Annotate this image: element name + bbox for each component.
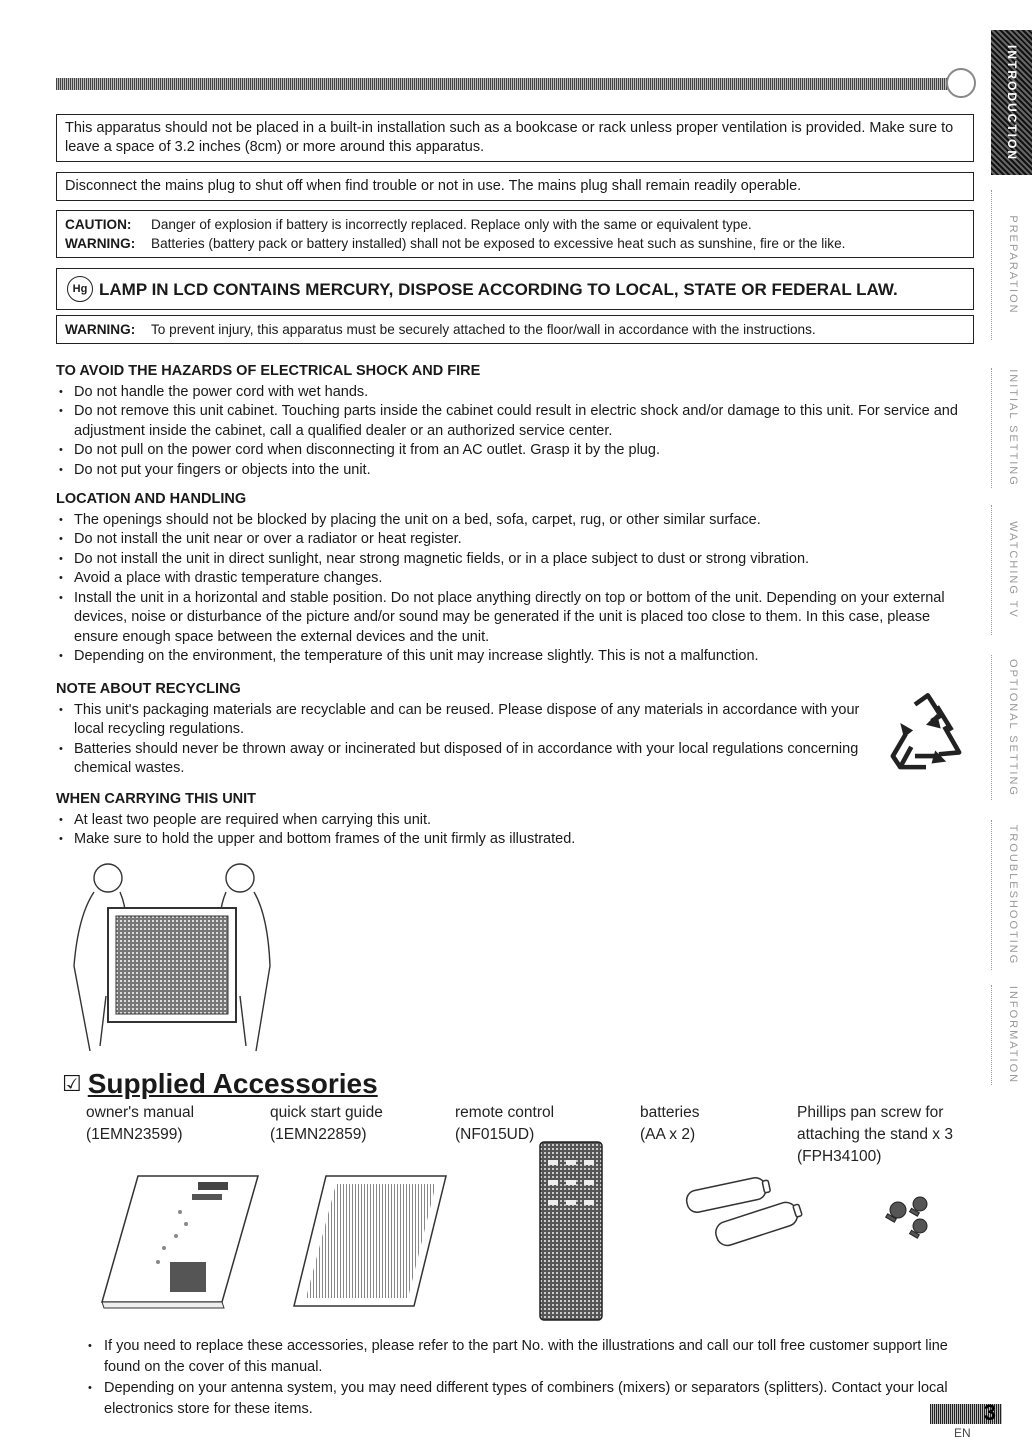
ventilation-notice — [56, 114, 974, 162]
accessory-code: (FPH34100) — [797, 1148, 882, 1165]
quick-start-guide-illustration — [292, 1172, 448, 1312]
accessory-name: attaching the stand x 3 — [797, 1126, 953, 1143]
accessory-owners-manual — [86, 1102, 194, 1146]
tab-label: PREPARATION — [1006, 215, 1019, 315]
list-item: • Do not put your fingers or objects into the unit. — [56, 461, 976, 481]
list-item: • The openings should not be blocked by placing the unit on a bed, sofa, carpet, rug, or other similar surface. — [56, 511, 976, 531]
accessory-name: quick start guide — [270, 1104, 383, 1121]
section-location — [56, 490, 976, 667]
tab-optional-setting[interactable] — [991, 655, 1032, 800]
checkbox-icon: ☑ — [62, 1071, 82, 1096]
list-item: • Install the unit in a horizontal and stable position. Do not place anything directly on top or bottom of the unit. Depending on your external devices, noise or disturbance of the picture and/or sound may be generated if the unit is placed too close to them. In this case, please ensure enough space between the external devices and the unit. — [56, 589, 976, 648]
accessory-code: (1EMN22859) — [270, 1126, 367, 1143]
warning-text: Batteries (battery pack or battery installed) shall not be exposed to excessive heat such as sunshine, fire or the like. — [151, 236, 846, 251]
accessory-batteries — [640, 1102, 699, 1146]
list-item: • Do not remove this unit cabinet. Touching parts inside the cabinet could result in electric shock and/or damage to this unit. For service and adjustment inside the cabinet, call a qualified dealer or an authorized service center. — [56, 402, 976, 441]
mains-notice — [56, 172, 974, 201]
side-tabs — [991, 30, 1032, 1090]
section-recycling — [56, 680, 886, 779]
remote-control-illustration — [536, 1140, 606, 1322]
section-carrying — [56, 790, 976, 850]
accessory-quick-start-guide — [270, 1102, 383, 1146]
header-rule-end — [946, 68, 976, 98]
section-title: LOCATION AND HANDLING — [56, 491, 247, 507]
tab-label: OPTIONAL SETTING — [1006, 658, 1019, 797]
warning-label: WARNING: — [65, 236, 136, 251]
tab-label: INITIAL SETTING — [1006, 369, 1019, 487]
accessory-name: batteries — [640, 1104, 700, 1121]
tab-troubleshooting[interactable] — [991, 820, 1032, 970]
tab-watching-tv[interactable] — [991, 505, 1032, 635]
list-item: • Make sure to hold the upper and bottom frames of the unit firmly as illustrated. — [56, 830, 976, 850]
list-item: • Batteries should never be thrown away or incinerated but disposed of in accordance with your local regulations concerning chemical wastes. — [56, 740, 886, 779]
owners-manual-illustration — [100, 1172, 260, 1312]
accessory-notes — [86, 1336, 966, 1420]
batteries-illustration — [676, 1170, 816, 1250]
accessories-title: Supplied Accessories — [87, 1068, 378, 1099]
securing-warning-box — [56, 315, 974, 344]
accessory-name: remote control — [455, 1104, 555, 1121]
warning-text: To prevent injury, this apparatus must be securely attached to the floor/wall in accordance with the instructions. — [151, 322, 816, 337]
tab-information[interactable] — [991, 985, 1032, 1085]
accessory-code: (1EMN23599) — [86, 1126, 183, 1143]
tab-label: INFORMATION — [1006, 985, 1019, 1085]
page-number-bar — [930, 1400, 1002, 1425]
language-label: EN — [954, 1426, 971, 1440]
carrying-illustration — [60, 856, 280, 1056]
list-item: • This unit's packaging materials are recyclable and can be reused. Please dispose of any materials in accordance with your local recycling regulations. — [56, 701, 886, 740]
list-item: • Depending on your antenna system, you may need different types of combiners (mixers) or separators (splitters). Contact your local electronics store for these items. — [86, 1378, 966, 1420]
section-title: WHEN CARRYING THIS UNIT — [56, 791, 257, 807]
section-hazards — [56, 362, 976, 480]
accessory-screws — [797, 1102, 953, 1168]
caution-label: CAUTION: — [65, 217, 132, 232]
list-item: • Do not pull on the power cord when disconnecting it from an AC outlet. Grasp it by the plug. — [56, 441, 976, 461]
list-item: • If you need to replace these accessories, please refer to the part No. with the illustrations and call our toll free customer support line found on the cover of this manual. — [86, 1336, 966, 1378]
tab-label: TROUBLESHOOTING — [1006, 824, 1019, 966]
accessory-code: (NF015UD) — [455, 1126, 535, 1143]
screws-illustration — [880, 1190, 940, 1240]
list-item: • Do not handle the power cord with wet hands. — [56, 383, 976, 403]
accessories-heading — [62, 1068, 378, 1100]
list-item: • At least two people are required when carrying this unit. — [56, 811, 976, 831]
mains-text: Disconnect the mains plug to shut off when find trouble or not in use. The mains plug shall remain readily operable. — [65, 178, 802, 194]
page-number: 3 — [983, 1400, 996, 1425]
caution-warning-box — [56, 210, 974, 258]
tab-label: WATCHING TV — [1006, 521, 1019, 619]
tab-preparation[interactable] — [991, 190, 1032, 340]
accessory-code: (AA x 2) — [640, 1126, 696, 1143]
section-title: TO AVOID THE HAZARDS OF ELECTRICAL SHOCK AND FIRE — [56, 363, 481, 379]
recycle-icon — [880, 688, 972, 780]
mercury-lamp-notice — [56, 268, 974, 310]
list-item: • Do not install the unit in direct sunlight, near strong magnetic fields, or in a place subject to dust or strong vibration. — [56, 550, 976, 570]
tab-label: INTRODUCTION — [1004, 44, 1019, 161]
list-item: • Do not install the unit near or over a radiator or heat register. — [56, 530, 976, 550]
header-rule — [56, 78, 956, 90]
warning-label: WARNING: — [65, 322, 136, 337]
accessory-name: Phillips pan screw for — [797, 1104, 944, 1121]
ventilation-text: This apparatus should not be placed in a built-in installation such as a bookcase or rack unless proper ventilation is provided. Make sure to leave a space of 3.2 inches (8cm) or more around this apparatus. — [65, 120, 954, 155]
tab-initial-setting[interactable] — [991, 368, 1032, 488]
tab-introduction[interactable] — [991, 30, 1032, 175]
accessory-name: owner's manual — [86, 1104, 195, 1121]
list-item: • Avoid a place with drastic temperature changes. — [56, 569, 976, 589]
lamp-text: LAMP IN LCD CONTAINS MERCURY, DISPOSE ACCORDING TO LOCAL, STATE OR FEDERAL LAW. — [99, 279, 898, 299]
list-item: • Depending on the environment, the temperature of this unit may increase slightly. This is not a malfunction. — [56, 647, 976, 667]
section-title: NOTE ABOUT RECYCLING — [56, 681, 241, 697]
mercury-icon: Hg — [67, 276, 93, 302]
caution-text: Danger of explosion if battery is incorrectly replaced. Replace only with the same or equivalent type. — [151, 217, 752, 232]
